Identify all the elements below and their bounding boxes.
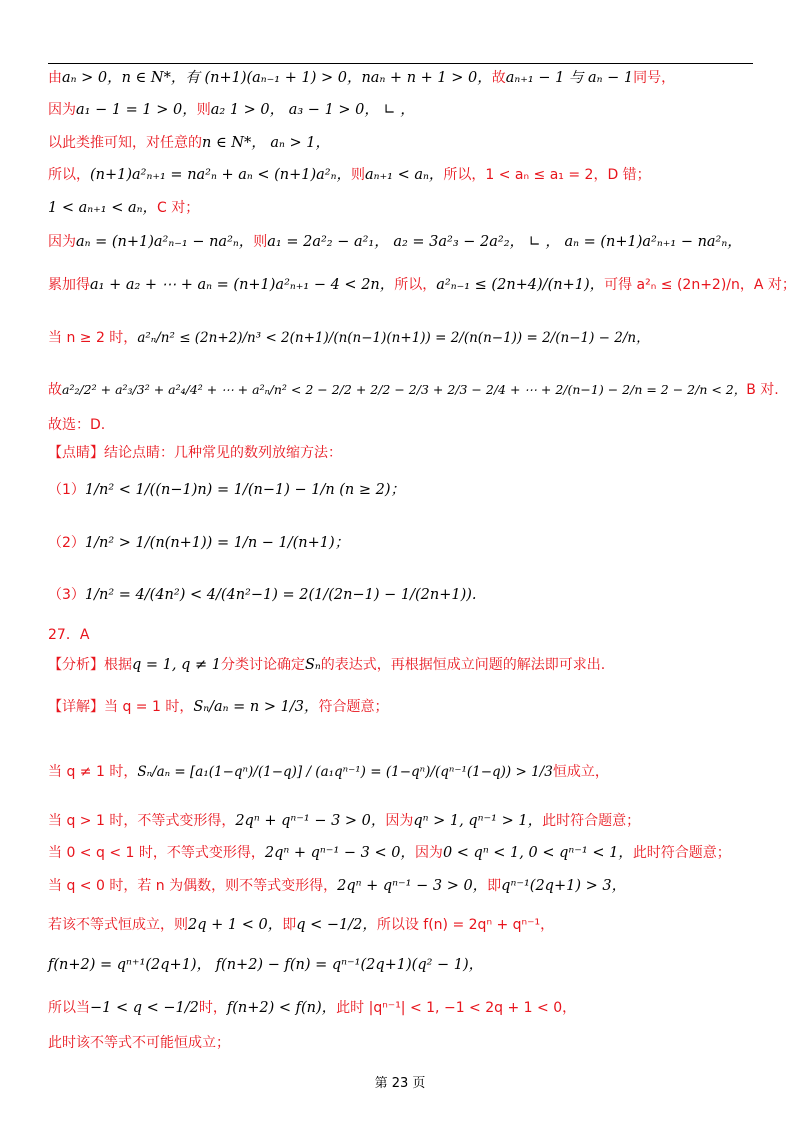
formula: qⁿ > 1, qⁿ⁻¹ > 1， <box>413 813 543 829</box>
line-11 <box>48 480 760 500</box>
line-13 <box>48 585 760 605</box>
line-16 <box>48 697 760 717</box>
text: 此时该不等式不可能恒成立； <box>48 1035 230 1051</box>
text: 当 q > 1 时，不等式变形得， <box>48 813 236 829</box>
text: 因为 <box>385 813 414 829</box>
text: 【分析】根据 <box>48 657 132 673</box>
text: 因为 <box>414 845 443 861</box>
line-0 <box>48 68 760 88</box>
formula: aₙ₊₁ < aₙ， <box>365 167 444 183</box>
text: 则 <box>351 167 365 183</box>
line-7 <box>48 328 760 348</box>
line-9 <box>48 415 760 435</box>
text: （3） <box>48 587 85 603</box>
formula: 1/n² = 4/(4n²) < 4/(4n²−1) = 2(1/(2n−1) − 1/(2n+1)). <box>84 587 477 603</box>
text: 故 <box>491 70 506 86</box>
text: 可得 a²ₙ ≤ (2n+2)/n，A 对； <box>604 277 796 293</box>
formula: a²ₙ₋₁ ≤ (2n+4)/(n+1)， <box>436 277 605 293</box>
formula: Sₙ/aₙ = [a₁(1−qⁿ)/(1−q)] / (a₁qⁿ⁻¹) = (1−qⁿ)/(qⁿ⁻¹(1−q)) > 1/3 <box>137 764 553 780</box>
text: C 对； <box>156 200 200 216</box>
formula: 2qⁿ + qⁿ⁻¹ − 3 > 0， <box>337 878 488 894</box>
formula: (n+1)a²ₙ₊₁ = na²ₙ + aₙ < (n+1)a²ₙ， <box>90 167 351 183</box>
text: （2） <box>48 535 85 551</box>
formula: Sₙ/aₙ = n > 1/3， <box>193 699 319 715</box>
text: 所以， <box>394 277 437 293</box>
page-number: 第 23 页 <box>374 1076 426 1091</box>
line-5 <box>48 232 760 252</box>
formula: 0 < qⁿ < 1, 0 < qⁿ⁻¹ < 1， <box>442 845 633 861</box>
formula: aₙ > 0，n ∈ N*，有 (n+1)(aₙ₋₁ + 1) > 0，naₙ + n + 1 > 0， <box>62 70 492 86</box>
line-18 <box>48 811 760 831</box>
formula: 1/n² > 1/(n(n+1)) = 1/n − 1/(n+1)； <box>84 535 350 551</box>
text: 当 0 < q < 1 时，不等式变形得， <box>48 845 265 861</box>
text: 分类讨论确定 <box>220 657 305 673</box>
formula: aₙ = (n+1)a²ₙ₋₁ − na²ₙ， <box>76 234 254 250</box>
line-14 <box>48 625 760 645</box>
formula: a₂ 1 > 0， a₃ − 1 > 0， ∟ ， <box>210 102 415 118</box>
line-15 <box>48 655 760 675</box>
text: 则 <box>253 234 268 250</box>
line-12 <box>48 533 760 553</box>
line-3 <box>48 165 760 185</box>
text: 当 q < 0 时，若 n 为偶数，则不等式变形得， <box>48 878 338 894</box>
line-6 <box>48 275 796 295</box>
text: 恒成立， <box>552 764 609 780</box>
formula: 2q + 1 < 0， <box>188 917 283 933</box>
header-rule <box>48 63 753 64</box>
text: 所以当 <box>48 1000 90 1016</box>
line-23 <box>48 998 760 1018</box>
line-19 <box>48 843 760 863</box>
formula: a₁ + a₂ + ⋯ + aₙ = (n+1)a²ₙ₊₁ − 4 < 2n， <box>90 277 395 293</box>
formula: a₁ − 1 = 1 > 0， <box>76 102 197 118</box>
text: 时， <box>198 1000 227 1016</box>
formula: q < −1/2， <box>296 917 377 933</box>
text: 故选：D. <box>48 417 106 433</box>
text: 即 <box>487 878 502 894</box>
text: 即 <box>282 917 297 933</box>
text: 故 <box>48 382 62 398</box>
formula: a²₂/2² + a²₃/3² + a²₄/4² + ⋯ + a²ₙ/n² < 2 − 2/2 + 2/2 − 2/3 + 2/3 − 2/4 + ⋯ + 2/(n−1) − 2/n = 2 − 2/n < 2， <box>62 382 747 397</box>
text: 当 n ≥ 2 时， <box>48 330 138 346</box>
formula: f(n+2) < f(n)， <box>226 1000 337 1016</box>
text: 同号， <box>633 70 676 86</box>
formula: n ∈ N*， aₙ > 1， <box>202 135 330 151</box>
line-20 <box>48 876 760 896</box>
text: B 对. <box>746 382 779 398</box>
line-10 <box>48 443 760 463</box>
text: 【点睛】结论点睛：几种常见的数列放缩方法： <box>48 445 342 461</box>
text: 以此类推可知，对任意的 <box>48 135 202 151</box>
text: 因为 <box>48 234 76 250</box>
formula: f(n+2) = qⁿ⁺¹(2q+1)， f(n+2) − f(n) = qⁿ⁻¹(2q+1)(q² − 1)， <box>48 957 484 973</box>
formula: qⁿ⁻¹(2q+1) > 3， <box>501 878 627 894</box>
formula: 2qⁿ + qⁿ⁻¹ − 3 > 0， <box>235 813 386 829</box>
text: 若该不等式恒成立，则 <box>48 917 188 933</box>
formula: 1/n² < 1/((n−1)n) = 1/(n−1) − 1/n (n ≥ 2)； <box>84 482 406 498</box>
text: 由 <box>48 70 62 86</box>
formula: a²ₙ/n² ≤ (2n+2)/n³ < 2(n+1)/(n(n−1)(n+1)) = 2/(n(n−1)) = 2/(n−1) − 2/n， <box>137 330 650 346</box>
formula: Sₙ <box>304 657 321 673</box>
text: 当 q ≠ 1 时， <box>48 764 138 780</box>
text: 所以，1 < aₙ ≤ a₁ = 2，D 错； <box>443 167 651 183</box>
line-1 <box>48 100 760 120</box>
formula: −1 < q < −1/2 <box>90 1000 199 1016</box>
text: 的表达式，再根据恒成立问题的解法即可求出. <box>320 657 606 673</box>
formula: a₁ = 2a²₂ − a²₁， a₂ = 3a²₃ − 2a²₂， ∟ ， aₙ = (n+1)a²ₙ₊₁ − na²ₙ， <box>267 234 742 250</box>
text: 累加得 <box>48 277 90 293</box>
line-24 <box>48 1033 760 1053</box>
formula: aₙ₊₁ − 1 与 aₙ − 1 <box>505 70 634 86</box>
text: 则 <box>196 102 211 118</box>
formula: 2qⁿ + qⁿ⁻¹ − 3 < 0， <box>264 845 415 861</box>
text: （1） <box>48 482 85 498</box>
line-8 <box>48 380 779 400</box>
text: 此时 |qⁿ⁻¹| < 1, −1 < 2q + 1 < 0， <box>336 1000 577 1016</box>
text: 【详解】当 q = 1 时， <box>48 699 194 715</box>
text: 27．A <box>48 627 90 643</box>
line-22 <box>48 955 760 975</box>
text: 因为 <box>48 102 76 118</box>
text: 所以， <box>48 167 90 183</box>
line-17 <box>48 762 760 782</box>
text: 所以设 f(n) = 2qⁿ + qⁿ⁻¹， <box>376 917 555 933</box>
line-4 <box>48 198 760 218</box>
line-2 <box>48 133 760 153</box>
text: 此时符合题意； <box>632 845 731 861</box>
text: 此时符合题意； <box>542 813 641 829</box>
formula: 1 < aₙ₊₁ < aₙ， <box>48 200 157 216</box>
text: 符合题意； <box>318 699 389 715</box>
formula: q = 1, q ≠ 1 <box>132 657 221 673</box>
line-21 <box>48 915 760 935</box>
